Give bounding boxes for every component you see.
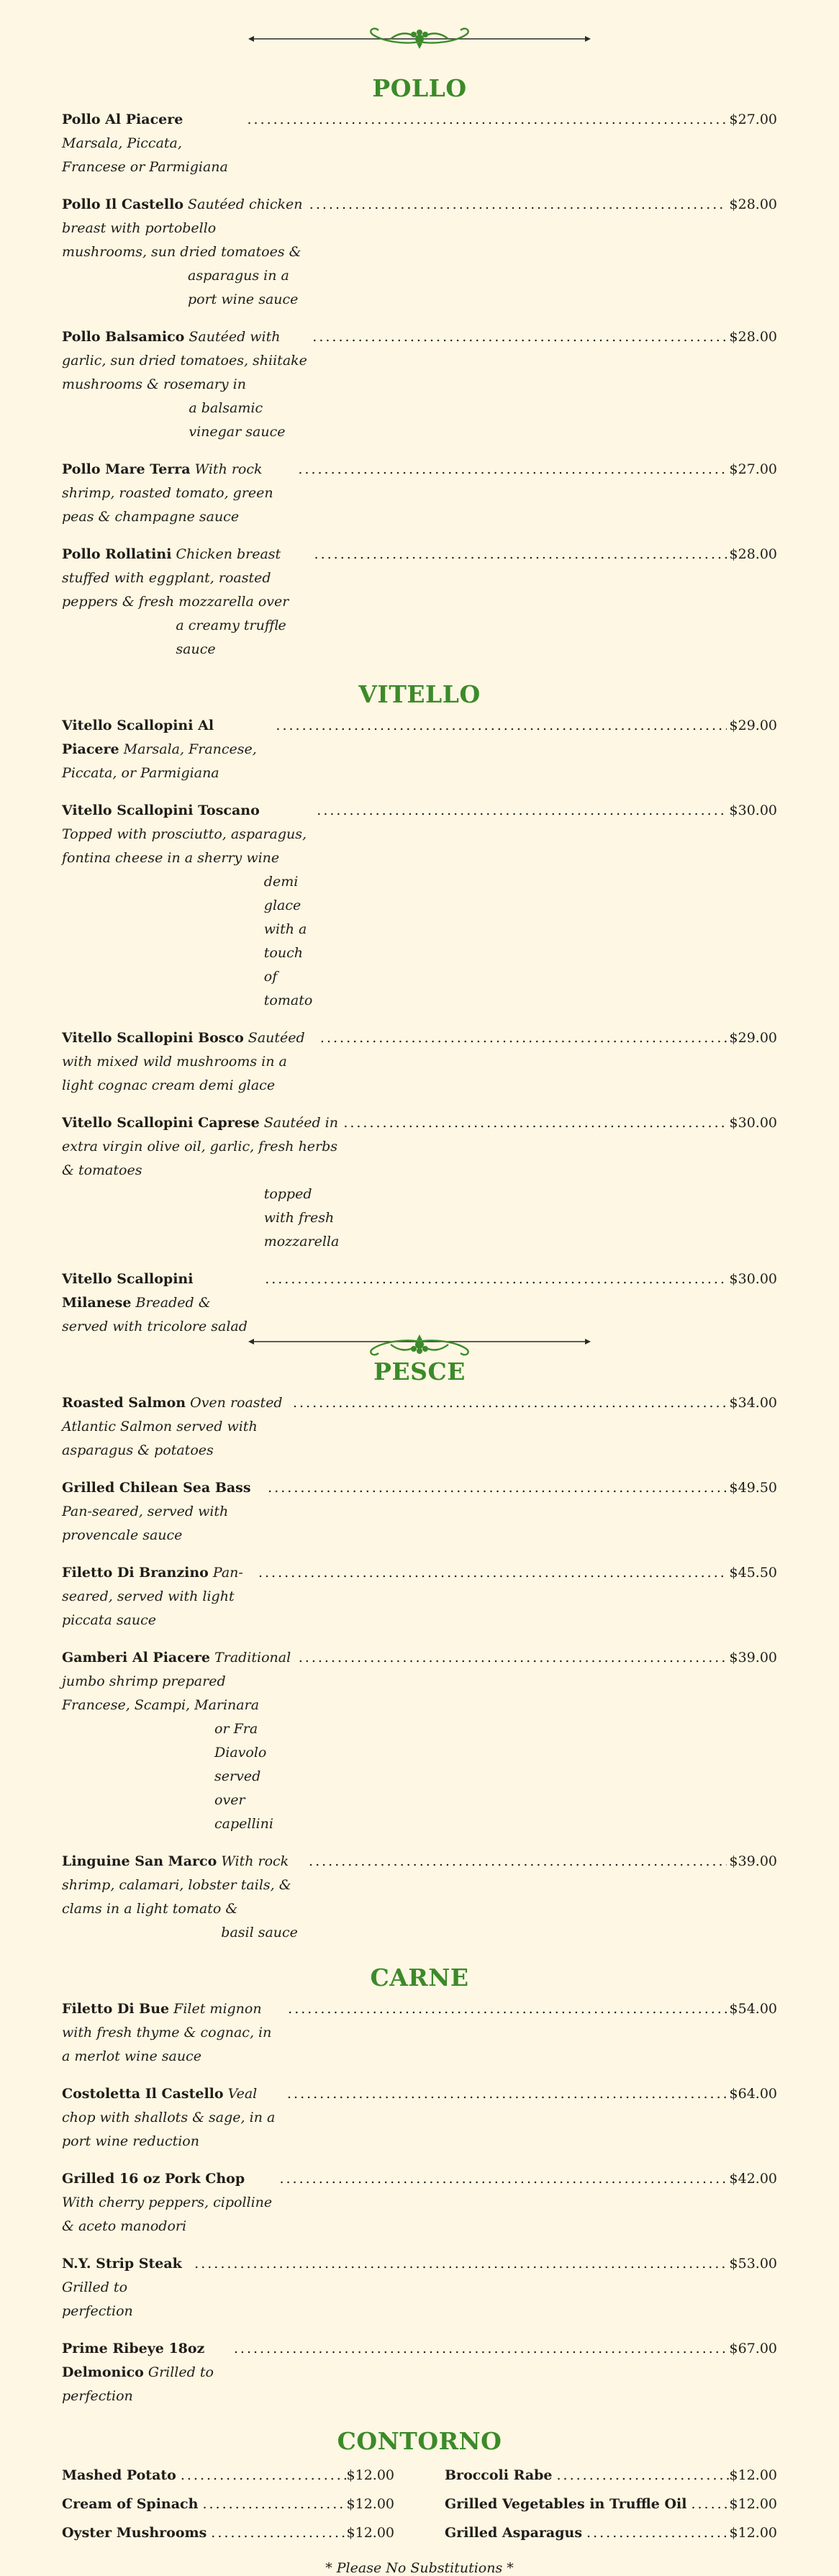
menu-section bbox=[62, 69, 777, 661]
side-item-price: $12.00 bbox=[729, 2467, 777, 2483]
menu-item-price: $39.00 bbox=[729, 1853, 777, 1869]
dot-leader bbox=[308, 325, 727, 349]
menu-item-description: Traditional jumbo shrimp prepared Francese, Scampi, Marinara bbox=[62, 1650, 291, 1713]
side-item-name: Grilled Asparagus bbox=[445, 2525, 583, 2541]
menu-item-name: Vitello Scallopini Toscano bbox=[62, 803, 260, 818]
dot-leader bbox=[310, 543, 727, 566]
flourish-divider-icon bbox=[247, 23, 592, 52]
menu-item-price: $54.00 bbox=[729, 2001, 777, 2017]
section-title: PESCE bbox=[373, 1357, 466, 1386]
menu-item bbox=[62, 1476, 777, 1547]
menu-section bbox=[62, 1352, 777, 1945]
menu-item bbox=[62, 2337, 777, 2408]
dot-leader bbox=[582, 2521, 729, 2545]
side-item-price: $12.00 bbox=[729, 2525, 777, 2541]
dot-leader bbox=[242, 108, 727, 132]
menu-item bbox=[62, 799, 777, 1013]
menu-item-price: $53.00 bbox=[729, 2256, 777, 2272]
dot-leader bbox=[339, 1111, 727, 1135]
menu-item-text bbox=[62, 193, 305, 312]
menu-item-price: $39.00 bbox=[729, 1650, 777, 1666]
menu-item-description: Sautéed chicken breast with portobello mushrooms, sun dried tomatoes & bbox=[62, 196, 303, 260]
menu-item-price: $64.00 bbox=[729, 2086, 777, 2102]
menu-item-name: Pollo Rollatini bbox=[62, 546, 172, 562]
dot-leader bbox=[283, 2082, 727, 2106]
menu-item-price: $30.00 bbox=[729, 1115, 777, 1131]
menu-item-price: $29.00 bbox=[729, 718, 777, 733]
menu-item-name: Prime Ribeye 18oz Delmonico bbox=[62, 2341, 205, 2380]
section-title: CARNE bbox=[370, 1963, 469, 1992]
flourish-divider-icon bbox=[247, 1332, 592, 1360]
menu-item bbox=[62, 1026, 777, 1098]
menu-item-description-continued: a balsamic vinegar sauce bbox=[189, 400, 286, 440]
dot-leader bbox=[284, 1997, 727, 2021]
menu-item-name: Filetto Di Bue bbox=[62, 2001, 170, 2017]
menu-item-text bbox=[62, 1850, 304, 1945]
menu-item-name: Pollo Mare Terra bbox=[62, 461, 191, 477]
sides-grid bbox=[62, 2464, 777, 2550]
side-item bbox=[445, 2521, 777, 2545]
menu-item-description-continued: demi glace with a touch of tomato bbox=[263, 874, 313, 1008]
menu-item-text bbox=[62, 108, 242, 179]
dot-leader bbox=[289, 1391, 727, 1415]
menu-item bbox=[62, 1997, 777, 2069]
side-item bbox=[62, 2464, 394, 2487]
menu-item-price: $30.00 bbox=[729, 1271, 777, 1287]
menu-section-contorno bbox=[62, 2422, 777, 2576]
menu-item-text bbox=[62, 2082, 283, 2154]
menu-item-text bbox=[62, 2167, 275, 2238]
menu-item-price: $28.00 bbox=[729, 329, 777, 345]
menu-item bbox=[62, 325, 777, 444]
menu-item-price: $42.00 bbox=[729, 2171, 777, 2187]
menu-item bbox=[62, 108, 777, 179]
menu-item-price: $45.50 bbox=[729, 1565, 777, 1581]
menu-item bbox=[62, 543, 777, 661]
menu-item-description-continued: basil sauce bbox=[221, 1925, 298, 1940]
menu-item-name: Grilled Chilean Sea Bass bbox=[62, 1480, 251, 1496]
sides-column bbox=[62, 2464, 394, 2550]
side-item-name: Oyster Mushrooms bbox=[62, 2525, 207, 2541]
menu-item-text bbox=[62, 1646, 294, 1836]
menu-item bbox=[62, 2082, 777, 2154]
menu-item-description-continued: topped with fresh mozzarella bbox=[263, 1186, 340, 1249]
dot-leader bbox=[275, 2167, 727, 2191]
menu-item bbox=[62, 714, 777, 785]
menu-item-text bbox=[62, 1997, 284, 2069]
menu-item-text bbox=[62, 1561, 254, 1632]
menu-item-description: Chicken breast stuffed with eggplant, roasted peppers & fresh mozzarella over bbox=[62, 546, 289, 610]
menu-item-description: Filet mignon with fresh thyme & cognac, in a merlot wine sauce bbox=[62, 2001, 272, 2064]
menu-item-name: Vitello Scallopini Caprese bbox=[62, 1115, 260, 1131]
dot-leader bbox=[207, 2521, 346, 2545]
side-item bbox=[62, 2521, 394, 2545]
menu-item-description: With rock shrimp, roasted tomato, green peas & champagne sauce bbox=[62, 461, 273, 525]
section-title: POLLO bbox=[372, 74, 467, 102]
menu-item-price: $27.00 bbox=[729, 112, 777, 127]
menu-item-name: Vitello Scallopini Bosco bbox=[62, 1030, 244, 1046]
menu-item-description: Breaded & served with tricolore salad bbox=[62, 1295, 248, 1334]
menu-item-description: Grilled to perfection bbox=[62, 2364, 214, 2404]
menu-item-price: $29.00 bbox=[729, 1030, 777, 1046]
menu-content bbox=[62, 65, 777, 2576]
menu-item bbox=[62, 2167, 777, 2238]
menu-item-description: Grilled to perfection bbox=[62, 2279, 133, 2319]
substitutions-note: * Please No Substitutions * bbox=[325, 2560, 514, 2576]
dot-leader bbox=[294, 458, 727, 482]
side-item-name: Cream of Spinach bbox=[62, 2496, 199, 2512]
dot-leader bbox=[305, 193, 727, 217]
menu-item-text bbox=[62, 2337, 230, 2408]
menu-item bbox=[62, 193, 777, 312]
menu-item-text bbox=[62, 325, 308, 444]
menu-section bbox=[62, 1958, 777, 2408]
menu-item bbox=[62, 458, 777, 529]
menu-item-name: Linguine San Marco bbox=[62, 1853, 217, 1869]
side-item-name: Grilled Vegetables in Truffle Oil bbox=[445, 2496, 687, 2512]
menu-item-description-continued: a creamy truffle sauce bbox=[176, 618, 286, 657]
menu-item bbox=[62, 1646, 777, 1836]
menu-item-description: Oven roasted Atlantic Salmon served with asparagus & potatoes bbox=[62, 1395, 283, 1458]
dot-leader bbox=[686, 2493, 729, 2516]
side-item-name: Mashed Potato bbox=[62, 2467, 176, 2483]
side-item bbox=[62, 2493, 394, 2516]
menu-item-text bbox=[62, 714, 271, 785]
sides-column bbox=[445, 2464, 777, 2550]
dot-leader bbox=[260, 1267, 727, 1291]
menu-item-description: With cherry peppers, cipolline & aceto manodori bbox=[62, 2195, 273, 2234]
menu-item-name: Vitello Scallopini Milanese bbox=[62, 1271, 194, 1311]
menu-item-name: Vitello Scallopini Al Piacere bbox=[62, 718, 214, 757]
menu-item-description-continued: or Fra Diavolo served over capellini bbox=[214, 1721, 273, 1832]
side-item-price: $12.00 bbox=[346, 2525, 394, 2541]
menu-item-price: $67.00 bbox=[729, 2341, 777, 2356]
menu-item-description: Veal chop with shallots & sage, in a port wine reduction bbox=[62, 2086, 276, 2149]
menu-item-text bbox=[62, 1476, 263, 1547]
menu-item-text bbox=[62, 1391, 289, 1463]
dot-leader bbox=[316, 1026, 727, 1050]
side-item bbox=[445, 2464, 777, 2487]
dot-leader bbox=[190, 2252, 727, 2276]
dot-leader bbox=[198, 2493, 346, 2516]
menu-item-price: $49.50 bbox=[729, 1480, 777, 1496]
menu-item-price: $27.00 bbox=[729, 461, 777, 477]
menu-item-price: $34.00 bbox=[729, 1395, 777, 1411]
menu-item-text bbox=[62, 1111, 339, 1254]
side-item-name: Broccoli Rabe bbox=[445, 2467, 553, 2483]
menu-item-price: $28.00 bbox=[729, 546, 777, 562]
menu-item-text bbox=[62, 1267, 260, 1339]
menu-item-description: Sautéed with mixed wild mushrooms in a light cognac cream demi glace bbox=[62, 1030, 305, 1093]
menu-item-description: With rock shrimp, calamari, lobster tails, & clams in a light tomato & bbox=[62, 1853, 291, 1917]
menu-item-description-continued: asparagus in a port wine sauce bbox=[188, 268, 299, 307]
dot-leader bbox=[553, 2464, 730, 2487]
menu-item-name: Costoletta Il Castello bbox=[62, 2086, 224, 2102]
menu-item-text bbox=[62, 2252, 190, 2323]
dot-leader bbox=[176, 2464, 347, 2487]
menu-item-text bbox=[62, 458, 294, 529]
dot-leader bbox=[304, 1850, 727, 1874]
menu-item-name: Gamberi Al Piacere bbox=[62, 1650, 211, 1666]
dot-leader bbox=[294, 1646, 727, 1670]
menu-item-text bbox=[62, 543, 310, 661]
side-item bbox=[445, 2493, 777, 2516]
dot-leader bbox=[230, 2337, 727, 2361]
menu-item bbox=[62, 1111, 777, 1254]
menu-item-description: Pan-seared, served with provencale sauce bbox=[62, 1504, 229, 1543]
menu-item-text bbox=[62, 1026, 316, 1098]
dot-leader bbox=[271, 714, 727, 738]
menu-item-price: $28.00 bbox=[729, 196, 777, 212]
menu-item-text bbox=[62, 799, 312, 1013]
menu-item-description: Pan-seared, served with light piccata sauce bbox=[62, 1565, 243, 1628]
menu-item bbox=[62, 1561, 777, 1632]
menu-item bbox=[62, 1391, 777, 1463]
menu-item-name: Grilled 16 oz Pork Chop bbox=[62, 2171, 245, 2187]
menu-item-name: Pollo Al Piacere bbox=[62, 112, 183, 127]
menu-item bbox=[62, 1267, 777, 1339]
menu-item bbox=[62, 1850, 777, 1945]
side-item-price: $12.00 bbox=[346, 2467, 394, 2483]
menu-item bbox=[62, 2252, 777, 2323]
section-title: CONTORNO bbox=[337, 2427, 502, 2455]
menu-item-price: $30.00 bbox=[729, 803, 777, 818]
dot-leader bbox=[254, 1561, 727, 1585]
dot-leader bbox=[312, 799, 727, 823]
menu-item-name: Pollo Balsamico bbox=[62, 329, 185, 345]
menu-item-description: Topped with prosciutto, asparagus, fontina cheese in a sherry wine bbox=[62, 826, 307, 866]
section-title: VITELLO bbox=[358, 680, 481, 708]
menu-item-name: Pollo Il Castello bbox=[62, 196, 183, 212]
menu-item-name: N.Y. Strip Steak bbox=[62, 2256, 182, 2272]
menu-item-description: Sautéed with garlic, sun dried tomatoes, shiitake mushrooms & rosemary in bbox=[62, 329, 307, 392]
menu-section bbox=[62, 675, 777, 1339]
menu-item-description: Marsala, Piccata, Francese or Parmigiana bbox=[62, 135, 228, 175]
menu-item-description: Marsala, Francese, Piccata, or Parmigiana bbox=[62, 741, 257, 781]
menu-item-description: Sautéed in extra virgin olive oil, garlic, fresh herbs & tomatoes bbox=[62, 1115, 338, 1178]
menu-item-name: Filetto Di Branzino bbox=[62, 1565, 209, 1581]
dot-leader bbox=[263, 1476, 727, 1500]
menu-item-name: Roasted Salmon bbox=[62, 1395, 186, 1411]
side-item-price: $12.00 bbox=[346, 2496, 394, 2512]
side-item-price: $12.00 bbox=[729, 2496, 777, 2512]
